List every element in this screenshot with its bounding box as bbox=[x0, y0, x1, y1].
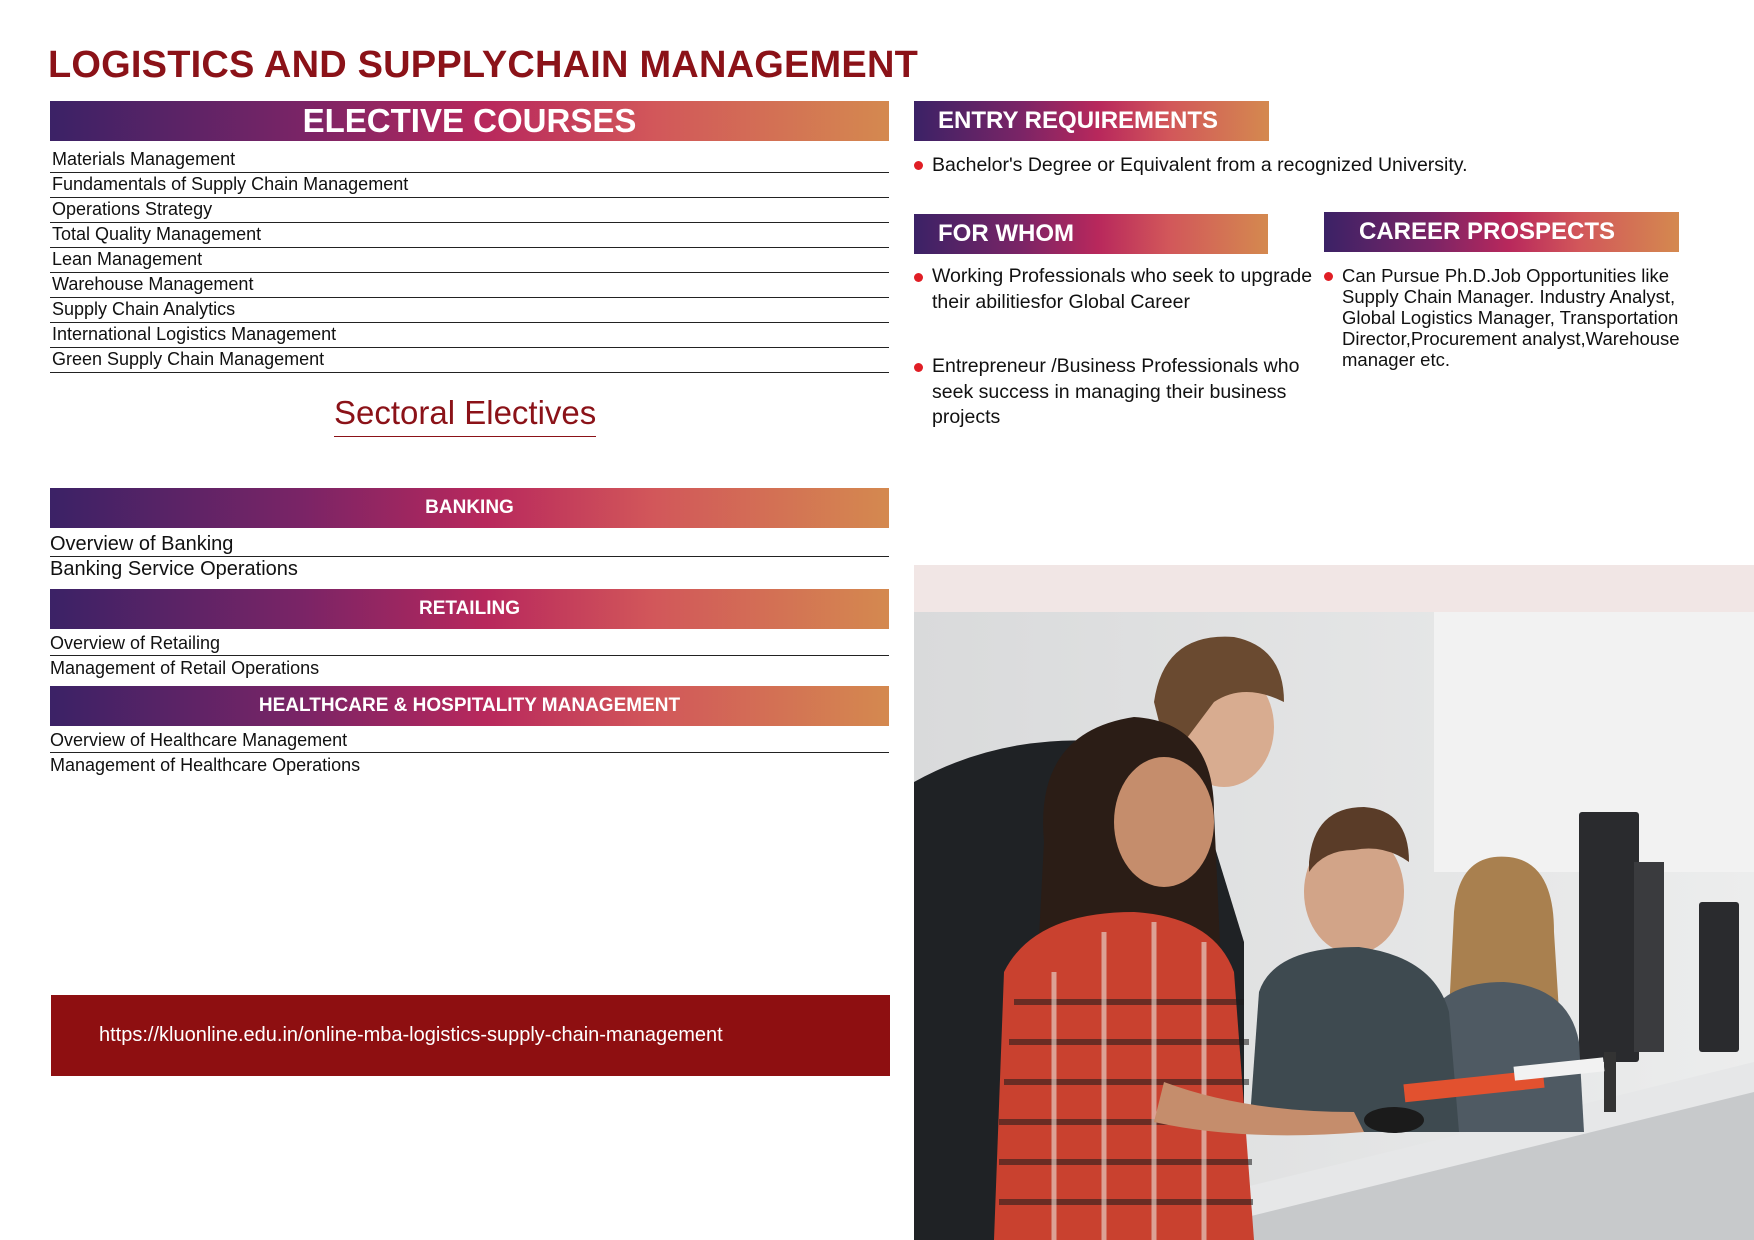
retailing-heading: RETAILING bbox=[50, 589, 889, 629]
elective-courses-heading: ELECTIVE COURSES bbox=[50, 101, 889, 141]
list-item: Supply Chain Analytics bbox=[50, 298, 889, 323]
list-item: Operations Strategy bbox=[50, 198, 889, 223]
bullet-icon bbox=[914, 273, 923, 282]
list-item-text: Entrepreneur /Business Professionals who seek success in managing their business projects bbox=[932, 355, 1300, 428]
list-item: Overview of Healthcare Management bbox=[50, 728, 889, 753]
list-item bbox=[914, 354, 1314, 431]
list-item: Warehouse Management bbox=[50, 273, 889, 298]
bullet-icon bbox=[914, 363, 923, 372]
career-prospects-list bbox=[1324, 265, 1704, 370]
banking-list bbox=[50, 532, 889, 582]
healthcare-heading: HEALTHCARE & HOSPITALITY MANAGEMENT bbox=[50, 686, 889, 726]
list-item: Fundamentals of Supply Chain Management bbox=[50, 173, 889, 198]
list-item: Green Supply Chain Management bbox=[50, 348, 889, 373]
students-at-computers-photo bbox=[914, 612, 1754, 1240]
career-prospects-heading: CAREER PROSPECTS bbox=[1324, 212, 1679, 252]
list-item: Overview of Banking bbox=[50, 532, 889, 557]
list-item: Materials Management bbox=[50, 148, 889, 173]
list-item: Lean Management bbox=[50, 248, 889, 273]
for-whom-list bbox=[914, 264, 1314, 470]
banking-heading: BANKING bbox=[50, 488, 889, 528]
list-item-text: Bachelor's Degree or Equivalent from a recognized University. bbox=[932, 154, 1468, 176]
for-whom-heading: FOR WHOM bbox=[914, 214, 1268, 254]
photo-illustration bbox=[914, 612, 1754, 1240]
elective-courses-list bbox=[50, 148, 889, 373]
healthcare-list bbox=[50, 728, 889, 778]
list-item: Management of Retail Operations bbox=[50, 658, 320, 678]
page-title: LOGISTICS AND SUPPLYCHAIN MANAGEMENT bbox=[48, 44, 918, 86]
list-item bbox=[914, 264, 1314, 315]
retailing-list bbox=[50, 631, 889, 681]
list-item-text: Can Pursue Ph.D.Job Opportunities like Supply Chain Manager. Industry Analyst, Global Logistics Manager, Transportation Director,Procurement analyst,Warehouse manager etc. bbox=[1342, 265, 1680, 370]
list-item: International Logistics Management bbox=[50, 323, 889, 348]
list-item-text: Working Professionals who seek to upgrade their abilitiesfor Global Career bbox=[932, 265, 1313, 313]
list-item bbox=[914, 152, 1614, 178]
photo-top-band bbox=[914, 565, 1754, 612]
bullet-icon bbox=[914, 161, 923, 170]
list-item: Total Quality Management bbox=[50, 223, 889, 248]
program-url[interactable]: https://kluonline.edu.in/online-mba-logistics-supply-chain-management bbox=[51, 995, 890, 1076]
sectoral-electives-heading: Sectoral Electives bbox=[334, 394, 596, 437]
list-item: Management of Healthcare Operations bbox=[50, 755, 361, 775]
list-item bbox=[1324, 265, 1704, 370]
bullet-icon bbox=[1324, 272, 1333, 281]
entry-requirements-list bbox=[914, 152, 1614, 178]
entry-requirements-heading: ENTRY REQUIREMENTS bbox=[914, 101, 1269, 141]
list-item: Banking Service Operations bbox=[50, 558, 298, 580]
list-item: Overview of Retailing bbox=[50, 631, 889, 656]
